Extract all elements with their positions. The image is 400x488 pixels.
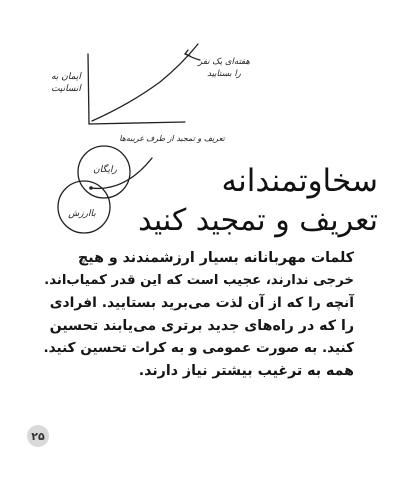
body-line: همه به ترغیب بیشتر نیاز دارند. xyxy=(138,362,354,379)
venn-top-label: رایگان xyxy=(93,165,117,175)
note-arrowhead xyxy=(185,50,190,56)
x-axis-line xyxy=(89,122,185,124)
curve-note-line2: را بستایید xyxy=(207,69,241,79)
y-axis-line xyxy=(88,54,89,124)
y-axis-label-line2: انسانیت xyxy=(51,84,81,94)
body-line: را که در راه‌های جدید برتری می‌یابند تحسین xyxy=(49,317,354,334)
x-axis-label: تعریف و تمجید از طرف غریبه‌ها xyxy=(119,134,225,143)
y-axis-label-line1: ایمان به xyxy=(51,72,81,82)
venn-bottom-label: باارزش xyxy=(68,209,96,219)
growth-curve xyxy=(92,44,198,121)
venn-intersection-dot xyxy=(89,186,93,190)
title-line-1: سخاوتمندانه xyxy=(221,163,378,199)
body-line: کنید. به صورت عمومی و به کرات تحسین کنید. xyxy=(43,340,354,357)
curve-note-line1: هفته‌ای یک نفر xyxy=(198,57,250,67)
body-line: کلمات مهربانانه بسیار ارزشمندند و هیچ xyxy=(78,250,354,266)
body-line: آنچه را که از آن لذت می‌برید بستایید. افرادی xyxy=(49,295,354,312)
body-paragraph xyxy=(44,247,354,383)
page-number: ۲۵ xyxy=(27,425,49,447)
body-line: خرجی ندارند، عجیب است که این قدر کمیاب‌اند. xyxy=(44,272,354,288)
line-graph xyxy=(88,44,200,124)
title-line-2: تعریف و تمجید کنید xyxy=(138,203,378,238)
